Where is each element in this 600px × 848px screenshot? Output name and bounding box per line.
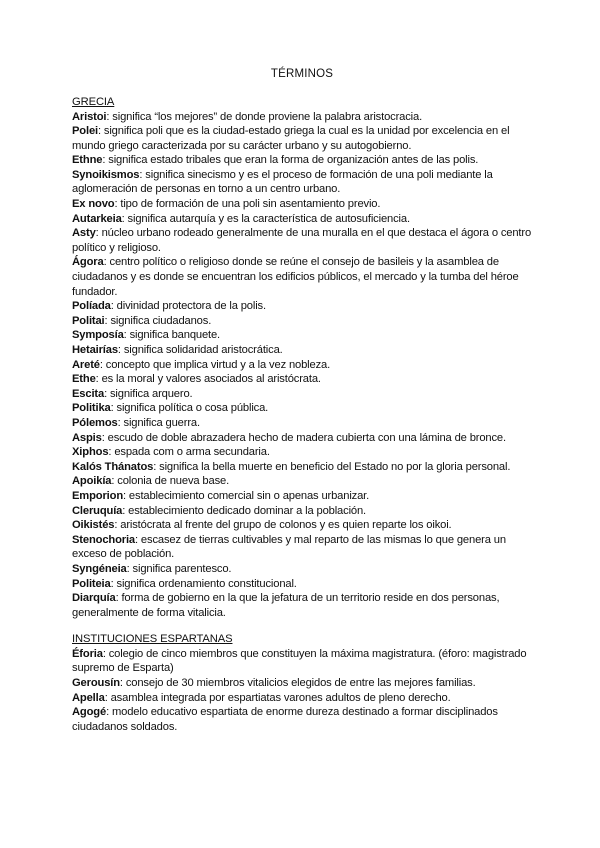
glossary-definition: : establecimiento dedicado dominar a la población. (122, 504, 367, 517)
glossary-entry (72, 153, 532, 168)
glossary-term: Pólemos (72, 416, 118, 429)
glossary-entry (72, 110, 532, 125)
glossary-entry (72, 314, 532, 329)
glossary-term: Agogé (72, 706, 107, 719)
glossary-definition: : significa guerra. (117, 416, 200, 429)
glossary-definition: : modelo educativo espartiata de enorme dureza destinado a formar disciplinados ciudadanos soldados. (72, 706, 498, 733)
glossary-entry (72, 431, 532, 446)
glossary-term: Areté (72, 358, 100, 371)
glossary-entry (72, 343, 532, 358)
glossary-term: Ágora (72, 256, 104, 269)
glossary-entry (72, 168, 532, 197)
glossary-term: Cleruquía (72, 504, 123, 517)
glossary-definition: : escasez de tierras cultivables y mal reparto de las mismas lo que genera un exceso de población. (72, 533, 506, 561)
glossary-term: Ethe (72, 373, 96, 386)
glossary-term: Asty (72, 227, 96, 240)
glossary-term: Xiphos (72, 446, 109, 459)
glossary-entry (72, 504, 532, 519)
glossary-term: Escita (72, 387, 105, 400)
glossary-definition: : escudo de doble abrazadera hecho de madera cubierta con una lámina de bronce. (101, 431, 506, 444)
glossary-entry (72, 212, 532, 227)
glossary-definition: : asamblea integrada por espartiatas varones adultos de pleno derecho. (104, 691, 451, 704)
glossary-term: Politai (72, 314, 105, 327)
glossary-definition: : colonia de nueva base. (111, 475, 230, 488)
glossary-term: Diarquía (72, 592, 116, 605)
glossary-term: Stenochoria (72, 533, 136, 546)
glossary-entry (72, 401, 532, 416)
glossary-entry (72, 705, 532, 734)
glossary-definition: : colegio de cinco miembros que constituyen la máxima magistratura. (éforo: magistrado supremo de Esparta) (72, 647, 527, 675)
glossary-entry (72, 591, 532, 620)
glossary-definition: : divinidad protectora de la polis. (110, 300, 266, 313)
glossary-entry (72, 460, 532, 475)
glossary-definition: : significa ordenamiento constitucional. (110, 577, 297, 590)
glossary-definition: : significa autarquía y es la característica de autosuficiencia. (121, 212, 410, 225)
glossary-definition: : significa solidaridad aristocrática. (117, 344, 283, 356)
glossary-term: Hetairías (72, 344, 118, 356)
section-heading: GRECIA (72, 96, 115, 108)
glossary-definition: : significa poli que es la ciudad-estado griega la cual es la unidad por excelencia en el mundo griego caracterizada por su carácter urbano y su autogobierno. (72, 125, 510, 152)
glossary-entry (72, 562, 532, 577)
glossary-term: Aristoi (72, 110, 107, 123)
glossary-definition: : es la moral y valores asociados al aristócrata. (95, 373, 321, 386)
glossary-entry (72, 691, 532, 706)
glossary-term: Aspis (72, 431, 102, 444)
glossary-definition: : espada com o arma secundaria. (108, 446, 270, 459)
glossary-term: Apoikía (72, 475, 112, 488)
glossary-entry (72, 416, 532, 431)
glossary-term: Ex novo (72, 198, 115, 211)
glossary-term: Gerousín (72, 676, 120, 689)
glossary-term: Políada (72, 300, 111, 313)
section-grecia (72, 95, 532, 620)
glossary-definition: : significa parentesco. (126, 562, 232, 575)
document-page (72, 68, 532, 734)
glossary-definition: : forma de gobierno en la que la jefatura de un territorio reside en dos personas, generalmente de forma vitalicia. (72, 592, 500, 619)
glossary-term: Apella (72, 691, 105, 704)
glossary-entry (72, 474, 532, 489)
glossary-definition: : establecimiento comercial sin o apenas urbanizar. (123, 489, 370, 502)
glossary-entry (72, 197, 532, 212)
section-heading: INSTITUCIONES ESPARTANAS (72, 633, 233, 646)
glossary-definition: : significa ciudadanos. (104, 314, 212, 327)
entry-list (72, 647, 532, 735)
glossary-entry (72, 226, 532, 255)
glossary-term: Synoikismos (72, 168, 140, 181)
glossary-entry (72, 255, 532, 299)
glossary-term: Politeia (72, 577, 111, 590)
glossary-definition: : significa arquero. (104, 387, 193, 400)
glossary-definition: : núcleo urbano rodeado generalmente de una muralla en el que destaca el ágora o centro político y religioso. (72, 227, 532, 254)
glossary-definition: : tipo de formación de una poli sin asentamiento previo. (114, 198, 381, 211)
glossary-entry (72, 577, 532, 592)
entry-list (72, 110, 532, 621)
glossary-term: Éforia (72, 647, 103, 660)
glossary-definition: : concepto que implica virtud y a la vez nobleza. (99, 358, 331, 371)
glossary-entry (72, 445, 532, 460)
glossary-entry (72, 358, 532, 373)
glossary-definition: : significa sinecismo y es el proceso de formación de una poli mediante la aglomeración de personas en torno a un centro urbano. (72, 168, 493, 196)
glossary-entry (72, 299, 532, 314)
glossary-definition: : consejo de 30 miembros vitalicios elegidos de entre las mejores familias. (119, 676, 476, 689)
page-title: TÉRMINOS (270, 68, 334, 80)
glossary-definition: : significa política o cosa pública. (110, 402, 269, 415)
glossary-term: Oikistés (72, 519, 115, 532)
glossary-term: Symposía (72, 329, 124, 342)
glossary-entry (72, 533, 532, 562)
glossary-term: Autarkeia (72, 212, 122, 225)
glossary-term: Kalós Thánatos (72, 460, 154, 473)
glossary-definition: : significa la bella muerte en beneficio del Estado no por la gloria personal. (153, 460, 511, 473)
glossary-definition: : significa estado tribales que eran la forma de organización antes de las polis. (102, 154, 479, 167)
glossary-entry (72, 328, 532, 343)
glossary-entry (72, 124, 532, 153)
glossary-term: Emporion (72, 489, 124, 502)
glossary-entry (72, 372, 532, 387)
section-instituciones-espartanas (72, 632, 532, 734)
glossary-definition: : significa “los mejores” de donde proviene la palabra aristocracia. (106, 110, 423, 123)
glossary-entry (72, 489, 532, 504)
glossary-entry (72, 518, 532, 533)
glossary-term: Syngéneia (72, 562, 127, 575)
glossary-definition: : centro político o religioso donde se reúne el consejo de basileis y la asamblea de ciudadanos y es donde se encuentran los edificios públicos, el mercado y la tumba del héroe fundador. (72, 256, 519, 298)
glossary-entry (72, 387, 532, 402)
glossary-definition: : aristócrata al frente del grupo de colonos y es quien reparte los oikoi. (114, 519, 452, 532)
glossary-definition: : significa banquete. (123, 329, 221, 342)
glossary-entry (72, 676, 532, 691)
glossary-entry (72, 647, 532, 676)
glossary-term: Politika (72, 402, 111, 415)
glossary-term: Ethne (72, 154, 103, 167)
glossary-term: Polei (72, 125, 98, 138)
